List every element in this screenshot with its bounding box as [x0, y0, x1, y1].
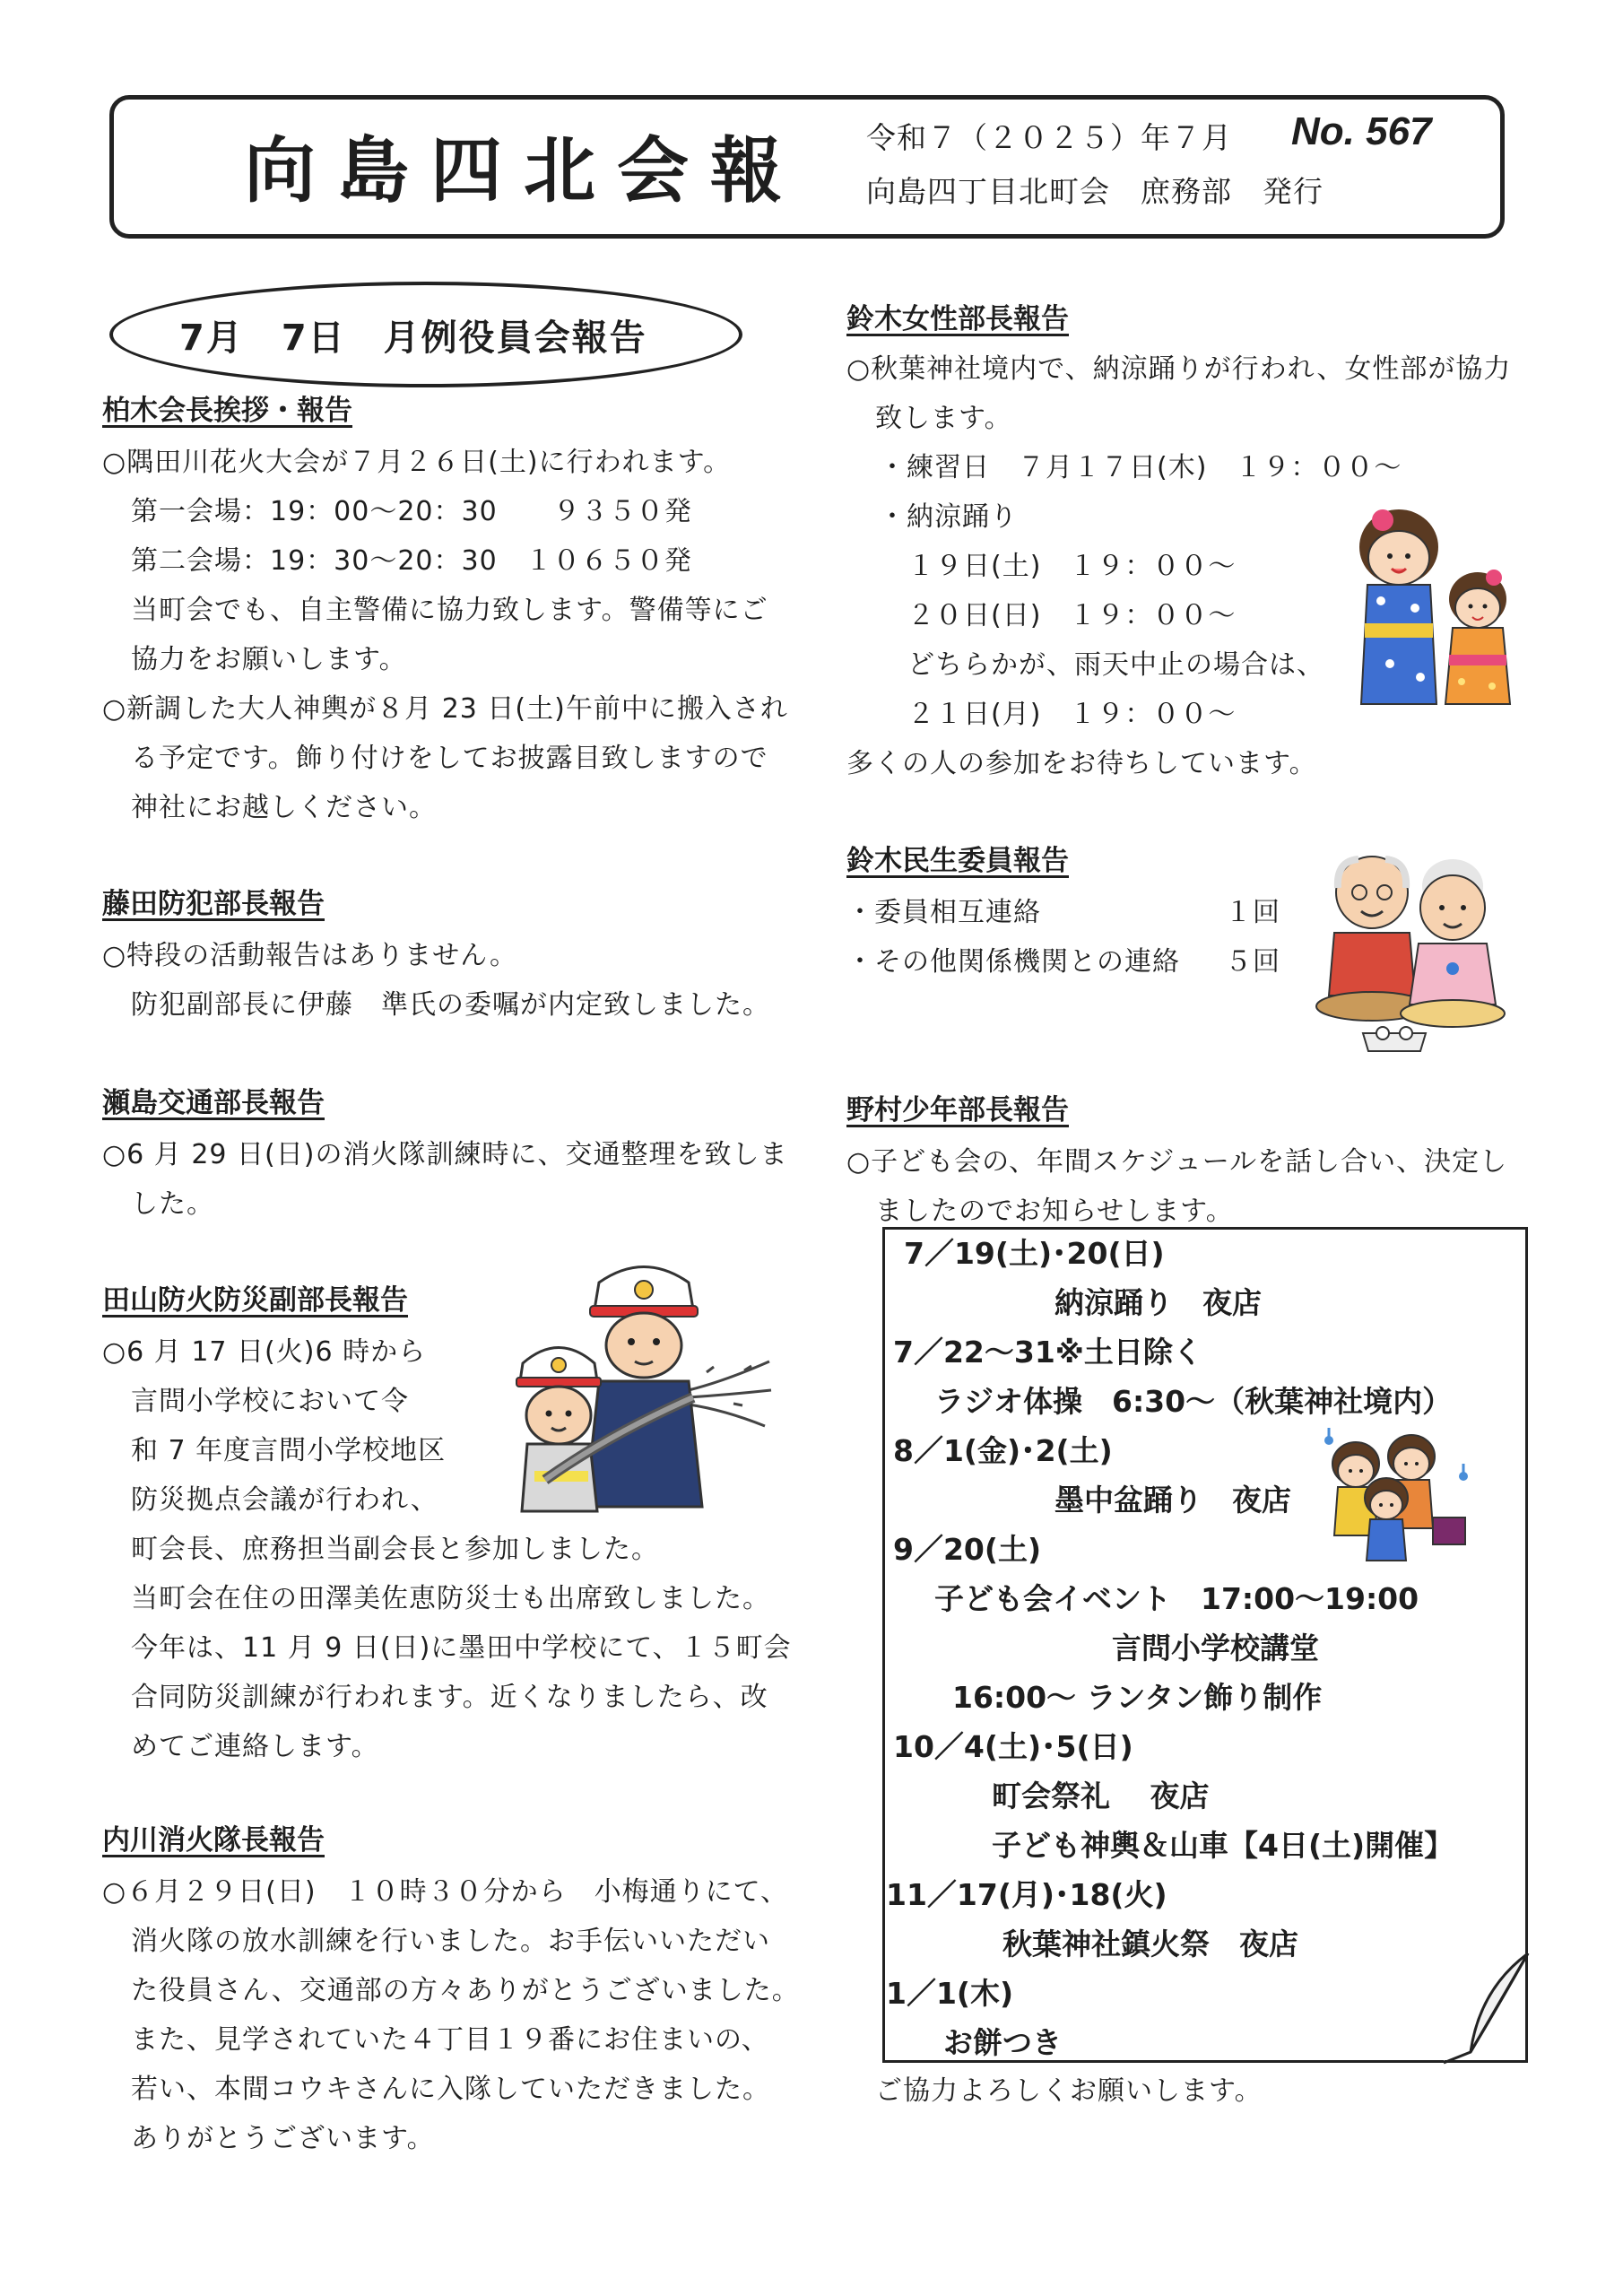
- text-line: る予定です。飾り付けをしてお披露目致しますので: [131, 743, 768, 774]
- text-line: また、見学されていた４丁目１９番にお住まいの、: [131, 2024, 769, 2056]
- firefighters-illustration: [509, 1256, 778, 1516]
- schedule-line: 16:00～ ランタン飾り制作: [952, 1680, 1323, 1715]
- text-line: ○新調した大人神輿が８月 23 日(土)午前中に搬入され: [102, 693, 788, 725]
- text-line: 神社にお越しください。: [131, 792, 437, 823]
- text-line: ありがとうございます。: [131, 2123, 435, 2154]
- text-line: 致します。: [875, 403, 1012, 434]
- text-line: 言問小学校において令: [131, 1386, 409, 1417]
- schedule-line: 墨中盆踊り 夜店: [1055, 1483, 1291, 1518]
- text-line: ○6 月 17 日(火)6 時から: [102, 1336, 427, 1368]
- issue-date: 令和７（２０２５）年７月: [866, 120, 1232, 155]
- text-line: ○特段の活動報告はありません。: [102, 940, 517, 971]
- schedule-line: 7／19(土)･20(日): [904, 1236, 1165, 1271]
- schedule-line: 納涼踊り 夜店: [1055, 1285, 1262, 1320]
- text-line: ○秋葉神社境内で、納涼踊りが行われ、女性部が協力: [846, 353, 1512, 385]
- text-line: どちらかが、雨天中止の場合は、: [907, 649, 1324, 681]
- text-line: 当町会でも、自主警備に協力致します。警備等にご: [131, 595, 768, 626]
- welfare-row-label: ・その他関係機関との連絡: [846, 946, 1180, 978]
- text-line: 多くの人の参加をお待ちしています。: [846, 748, 1317, 779]
- schedule-line: 9／20(土): [893, 1532, 1042, 1567]
- schedule-line: お餅つき: [943, 2025, 1062, 2060]
- text-line: １９日(土) １９：００～: [907, 551, 1237, 582]
- section-heading-fire-disaster: 田山防火防災副部長報告: [102, 1284, 408, 1317]
- text-line: ・納涼踊り: [879, 501, 1018, 533]
- text-line: めてご連絡します。: [131, 1731, 379, 1762]
- text-line: 和 7 年度言問小学校地区: [131, 1435, 447, 1466]
- kids-illustration: [1311, 1428, 1490, 1562]
- yukata-girls-illustration: [1327, 502, 1524, 709]
- schedule-line: 秋葉神社鎮火祭 夜店: [1002, 1926, 1298, 1961]
- text-line: 第二会場：19：30～20：30 １０６５０発: [131, 545, 692, 577]
- text-line: ２１日(月) １９：００～: [907, 699, 1237, 730]
- text-line: 協力をお願いします。: [131, 644, 407, 675]
- text-line: 合同防災訓練が行われます。近くなりましたら、改: [131, 1682, 768, 1713]
- text-line: した。: [131, 1188, 214, 1220]
- schedule-line: 1／1(木): [886, 1976, 1014, 2011]
- schedule-line: 子ども会イベント 17:00～19:00: [934, 1581, 1419, 1616]
- schedule-line: 11／17(月)･18(火): [886, 1877, 1167, 1912]
- text-line: 第一会場：19：00～20：30 ９３５０発: [131, 496, 692, 527]
- text-line: ２０日(日) １９：００～: [907, 600, 1237, 631]
- schedule-line: 7／22～31※土日除く: [893, 1335, 1202, 1370]
- issue-number: No. 567: [1291, 109, 1432, 153]
- schedule-line: 8／1(金)･2(土): [893, 1433, 1113, 1468]
- section-heading-youth: 野村少年部長報告: [846, 1094, 1069, 1126]
- section-heading-fire-brigade: 内川消火隊長報告: [102, 1824, 325, 1857]
- section-heading-welfare: 鈴木民生委員報告: [846, 845, 1069, 877]
- section-heading-womens: 鈴木女性部長報告: [846, 303, 1069, 335]
- text-line: た役員さん、交通部の方々ありがとうございました。: [131, 1975, 800, 2006]
- text-line: ・練習日 ７月１７日(木) １９：００～: [879, 452, 1402, 483]
- text-line: 消火隊の放水訓練を行いました。お手伝いいただい: [131, 1926, 770, 1957]
- schedule-line: 子ども神輿＆山車【4日(土)開催】: [992, 1828, 1454, 1863]
- text-line: 町会長、庶務担当副会長と参加しました。: [131, 1534, 659, 1565]
- text-line: 防犯副部長に伊藤 準氏の委嘱が内定致しました。: [131, 989, 770, 1021]
- schedule-line: 町会祭礼 夜店: [992, 1779, 1210, 1813]
- publisher: 向島四丁目北町会 庶務部 発行: [866, 174, 1324, 209]
- newsletter-title: 向島四北会報: [244, 129, 803, 213]
- text-line: 若い、本間コウキさんに入隊していただきました。: [131, 2074, 770, 2105]
- text-line: ○6 月 29 日(日)の消火隊訓練時に、交通整理を致しま: [102, 1139, 788, 1170]
- schedule-line: 言問小学校講堂: [1112, 1631, 1319, 1665]
- text-line: ○６月２９日(日) １０時３０分から 小梅通りにて、: [102, 1876, 788, 1908]
- schedule-line: ラジオ体操 6:30～（秋葉神社境内）: [934, 1384, 1453, 1419]
- schedule-closing: ご協力よろしくお願いします。: [875, 2075, 1263, 2107]
- text-line: ○子ども会の、年間スケジュールを話し合い、決定し: [846, 1146, 1508, 1178]
- schedule-line: 10／4(土)･5(日): [893, 1729, 1133, 1764]
- text-line: ましたのでお知らせします。: [875, 1196, 1234, 1227]
- meeting-title: 7月 7日 月例役員会報告: [179, 317, 647, 359]
- welfare-row-count: １回: [1225, 897, 1280, 928]
- text-line: 防災拠点会議が行われ、: [131, 1484, 438, 1516]
- section-heading-chairman: 柏木会長挨拶・報告: [102, 395, 352, 427]
- welfare-row-count: ５回: [1225, 946, 1280, 978]
- elderly-couple-illustration: [1309, 843, 1515, 1058]
- welfare-row-label: ・委員相互連絡: [846, 897, 1041, 928]
- text-line: 当町会在住の田澤美佐恵防災士も出席致しました。: [131, 1583, 770, 1614]
- text-line: ○隅田川花火大会が７月２６日(土)に行われます。: [102, 447, 732, 478]
- page-curl-decoration: [1444, 1953, 1533, 2070]
- section-heading-crime-prevention: 藤田防犯部長報告: [102, 888, 325, 920]
- section-heading-traffic: 瀬島交通部長報告: [102, 1087, 325, 1119]
- text-line: 今年は、11 月 9 日(日)に墨田中学校にて、１５町会: [131, 1632, 792, 1664]
